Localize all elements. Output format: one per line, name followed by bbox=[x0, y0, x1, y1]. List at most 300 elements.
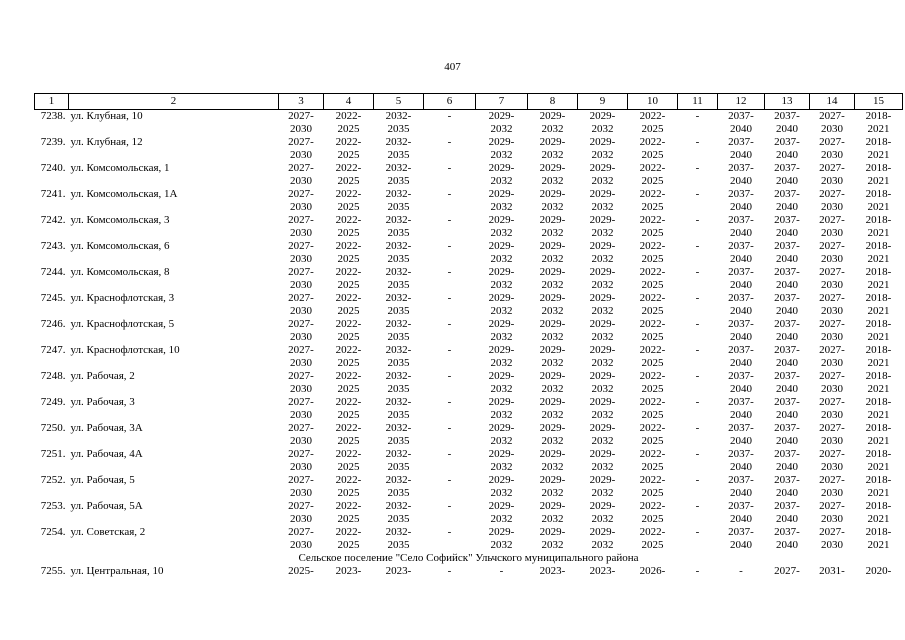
period-end-cell: 2032 bbox=[490, 487, 513, 499]
period-end-cell: 2021 bbox=[867, 149, 890, 161]
period-end-cell: 2030 bbox=[290, 253, 312, 265]
period-end-cell: 2040 bbox=[730, 461, 752, 473]
column-header-14: 14 bbox=[810, 94, 855, 110]
table-row bbox=[35, 188, 903, 201]
period-start-cell: 2029- bbox=[488, 162, 515, 174]
period-end-cell bbox=[678, 383, 718, 396]
period-start-cell: 2027- bbox=[819, 188, 845, 200]
period-start-cell: 2027- bbox=[288, 110, 314, 122]
period-start-cell: 2027- bbox=[288, 162, 314, 174]
row-number: 7246. bbox=[40, 318, 66, 330]
period-end-cell bbox=[424, 435, 476, 448]
period-start-cell: 2029- bbox=[539, 318, 566, 330]
period-start-cell: 2022- bbox=[639, 396, 666, 408]
period-end-cell: 2032 bbox=[591, 305, 614, 317]
period-end-cell: 2032 bbox=[490, 331, 513, 343]
period-end-cell bbox=[424, 409, 476, 422]
row-number: 7252. bbox=[40, 474, 66, 486]
address-cell: ул. Клубная, 12 bbox=[70, 136, 143, 148]
period-start-cell: 2018- bbox=[865, 110, 892, 122]
period-start-cell: 2022- bbox=[639, 214, 666, 226]
table-body bbox=[35, 110, 903, 579]
period-end-cell: 2040 bbox=[730, 123, 752, 135]
period-end-cell: 2030 bbox=[821, 357, 843, 369]
period-start-cell: 2029- bbox=[589, 344, 616, 356]
row-number: 7245. bbox=[40, 292, 66, 304]
row-number: 7247. bbox=[40, 344, 66, 356]
period-start-cell: - bbox=[695, 565, 700, 577]
period-start-cell: 2037- bbox=[728, 292, 754, 304]
period-start-cell: 2027- bbox=[819, 370, 845, 382]
row-number: 7251. bbox=[40, 448, 66, 460]
period-end-cell: 2030 bbox=[821, 409, 843, 421]
period-start-cell: - bbox=[447, 188, 452, 200]
period-start-cell: - bbox=[695, 110, 700, 122]
period-end-cell: 2030 bbox=[821, 513, 843, 525]
period-start-cell: 2029- bbox=[488, 370, 515, 382]
period-start-cell: 2031- bbox=[819, 565, 845, 577]
period-start-cell: 2018- bbox=[865, 136, 892, 148]
period-end-cell: 2040 bbox=[730, 201, 752, 213]
period-end-cell: 2040 bbox=[730, 279, 752, 291]
period-end-cell bbox=[678, 435, 718, 448]
column-header-2: 2 bbox=[69, 94, 279, 110]
period-start-cell: - bbox=[695, 448, 700, 460]
period-end-cell: 2032 bbox=[591, 253, 614, 265]
period-start-cell: 2029- bbox=[539, 396, 566, 408]
period-start-cell: 2037- bbox=[774, 136, 800, 148]
period-start-cell: 2027- bbox=[288, 266, 314, 278]
row-number: 7240. bbox=[40, 162, 66, 174]
period-end-cell: 2025 bbox=[641, 539, 664, 551]
period-end-cell: 2035 bbox=[387, 461, 410, 473]
period-start-cell: 2037- bbox=[728, 214, 754, 226]
period-end-cell bbox=[678, 461, 718, 474]
period-end-cell: 2025 bbox=[641, 383, 664, 395]
row-number: 7241. bbox=[40, 188, 66, 200]
period-end-cell: 2021 bbox=[867, 383, 890, 395]
period-end-cell: 2030 bbox=[290, 227, 312, 239]
address-cell: ул. Рабочая, 3А bbox=[70, 422, 143, 434]
period-start-cell: 2022- bbox=[639, 318, 666, 330]
period-start-cell: 2022- bbox=[639, 136, 666, 148]
period-start-cell: 2029- bbox=[488, 526, 515, 538]
period-end-cell: 2025 bbox=[337, 409, 360, 421]
period-start-cell: 2018- bbox=[865, 422, 892, 434]
period-start-cell: 2027- bbox=[288, 370, 314, 382]
period-start-cell: 2037- bbox=[728, 266, 754, 278]
period-start-cell: 2037- bbox=[728, 240, 754, 252]
period-start-cell: 2027- bbox=[288, 448, 314, 460]
period-end-cell: 2032 bbox=[591, 409, 614, 421]
period-end-cell: 2032 bbox=[591, 227, 614, 239]
period-start-cell: 2018- bbox=[865, 396, 892, 408]
period-start-cell: 2022- bbox=[639, 474, 666, 486]
period-end-cell: 2025 bbox=[641, 123, 664, 135]
period-start-cell: 2022- bbox=[335, 214, 362, 226]
period-start-cell: - bbox=[695, 292, 700, 304]
period-end-cell: 2021 bbox=[867, 123, 890, 135]
address-cell: ул. Рабочая, 2 bbox=[70, 370, 135, 382]
period-start-cell: 2032- bbox=[385, 526, 412, 538]
period-start-cell: - bbox=[695, 266, 700, 278]
period-end-cell: 2030 bbox=[821, 305, 843, 317]
period-end-cell: 2032 bbox=[591, 435, 614, 447]
period-end-cell: 2040 bbox=[776, 461, 798, 473]
period-start-cell: - bbox=[695, 370, 700, 382]
period-end-cell: 2040 bbox=[730, 487, 752, 499]
period-start-cell: 2022- bbox=[639, 162, 666, 174]
table-row bbox=[35, 370, 903, 383]
period-start-cell: 2029- bbox=[539, 266, 566, 278]
period-end-cell: 2025 bbox=[337, 279, 360, 291]
period-start-cell: 2037- bbox=[728, 396, 754, 408]
period-end-cell: 2032 bbox=[541, 487, 564, 499]
period-end-cell: 2025 bbox=[337, 357, 360, 369]
period-start-cell: 2032- bbox=[385, 162, 412, 174]
column-header-4: 4 bbox=[324, 94, 374, 110]
period-start-cell: 2029- bbox=[589, 474, 616, 486]
period-end-cell: 2021 bbox=[867, 201, 890, 213]
period-start-cell: - bbox=[695, 162, 700, 174]
period-start-cell: 2022- bbox=[639, 448, 666, 460]
column-header-3: 3 bbox=[279, 94, 324, 110]
period-start-cell: 2022- bbox=[639, 344, 666, 356]
period-end-cell: 2030 bbox=[290, 383, 312, 395]
period-end-cell: 2025 bbox=[641, 331, 664, 343]
period-start-cell: 2027- bbox=[819, 214, 845, 226]
period-start-cell: 2037- bbox=[774, 214, 800, 226]
period-end-cell: 2040 bbox=[730, 383, 752, 395]
period-end-cell: 2035 bbox=[387, 487, 410, 499]
period-start-cell: 2029- bbox=[539, 240, 566, 252]
period-start-cell: 2022- bbox=[335, 526, 362, 538]
period-start-cell: 2022- bbox=[335, 500, 362, 512]
period-start-cell: 2018- bbox=[865, 214, 892, 226]
period-end-cell: 2030 bbox=[821, 435, 843, 447]
period-end-cell: 2032 bbox=[490, 227, 513, 239]
column-header-8: 8 bbox=[528, 94, 578, 110]
period-start-cell: 2029- bbox=[589, 136, 616, 148]
period-end-cell: 2030 bbox=[290, 539, 312, 551]
period-start-cell: 2022- bbox=[639, 370, 666, 382]
period-end-cell bbox=[678, 149, 718, 162]
period-end-cell: 2040 bbox=[730, 435, 752, 447]
period-end-cell: 2030 bbox=[290, 331, 312, 343]
period-start-cell: - bbox=[447, 110, 452, 122]
period-end-cell: 2040 bbox=[776, 383, 798, 395]
table-row bbox=[35, 318, 903, 331]
period-end-cell: 2030 bbox=[821, 487, 843, 499]
period-start-cell: 2037- bbox=[728, 318, 754, 330]
row-number: 7243. bbox=[40, 240, 66, 252]
table-row bbox=[35, 500, 903, 513]
period-end-cell: 2032 bbox=[541, 253, 564, 265]
period-end-cell: 2032 bbox=[591, 461, 614, 473]
address-cell: ул. Комсомольская, 1 bbox=[70, 162, 170, 174]
address-cell: ул. Комсомольская, 1А bbox=[70, 188, 178, 200]
period-end-cell: 2040 bbox=[776, 253, 798, 265]
column-header-11: 11 bbox=[678, 94, 718, 110]
period-end-cell: 2032 bbox=[490, 201, 513, 213]
period-end-cell: 2032 bbox=[541, 305, 564, 317]
period-start-cell: 2029- bbox=[589, 422, 616, 434]
period-end-cell: 2021 bbox=[867, 175, 890, 187]
period-end-cell: 2021 bbox=[867, 409, 890, 421]
period-end-cell: 2040 bbox=[776, 305, 798, 317]
period-start-cell: - bbox=[695, 396, 700, 408]
period-start-cell: 2029- bbox=[539, 188, 566, 200]
period-start-cell: 2022- bbox=[639, 240, 666, 252]
period-start-cell: 2022- bbox=[639, 500, 666, 512]
period-end-cell: 2030 bbox=[821, 539, 843, 551]
period-end-cell bbox=[424, 539, 476, 552]
period-start-cell: 2029- bbox=[488, 500, 515, 512]
period-end-cell: 2025 bbox=[641, 305, 664, 317]
period-start-cell: 2037- bbox=[774, 188, 800, 200]
period-end-cell: 2032 bbox=[490, 409, 513, 421]
period-end-cell: 2030 bbox=[290, 357, 312, 369]
period-start-cell: 2018- bbox=[865, 474, 892, 486]
period-end-cell: 2021 bbox=[867, 461, 890, 473]
period-end-cell bbox=[424, 383, 476, 396]
period-end-cell bbox=[678, 357, 718, 370]
period-end-cell: 2040 bbox=[776, 149, 798, 161]
period-start-cell: 2022- bbox=[335, 292, 362, 304]
period-end-cell: 2032 bbox=[591, 331, 614, 343]
table-row bbox=[35, 110, 903, 124]
period-end-cell: 2025 bbox=[337, 227, 360, 239]
period-start-cell: 2037- bbox=[774, 396, 800, 408]
address-cell: ул. Комсомольская, 6 bbox=[70, 240, 170, 252]
table-row bbox=[35, 240, 903, 253]
period-start-cell: 2037- bbox=[728, 344, 754, 356]
period-end-cell: 2030 bbox=[290, 487, 312, 499]
period-start-cell: 2037- bbox=[774, 318, 800, 330]
period-end-cell: 2030 bbox=[821, 331, 843, 343]
period-start-cell: 2037- bbox=[774, 162, 800, 174]
address-cell: ул. Рабочая, 3 bbox=[70, 396, 135, 408]
period-end-cell: 2032 bbox=[490, 539, 513, 551]
address-cell: ул. Рабочая, 5А bbox=[70, 500, 143, 512]
period-start-cell: 2020- bbox=[865, 565, 892, 577]
period-end-cell: 2032 bbox=[591, 149, 614, 161]
period-end-cell: 2025 bbox=[337, 435, 360, 447]
period-end-cell: 2032 bbox=[490, 435, 513, 447]
period-end-cell: 2040 bbox=[776, 279, 798, 291]
period-end-cell bbox=[678, 201, 718, 214]
period-end-cell: 2021 bbox=[867, 487, 890, 499]
row-number: 7254. bbox=[40, 526, 66, 538]
period-start-cell: 2032- bbox=[385, 318, 412, 330]
period-start-cell: 2022- bbox=[335, 266, 362, 278]
period-start-cell: 2022- bbox=[335, 318, 362, 330]
period-end-cell: 2040 bbox=[776, 123, 798, 135]
period-start-cell: 2029- bbox=[488, 136, 515, 148]
period-start-cell: 2029- bbox=[539, 162, 566, 174]
period-start-cell: 2029- bbox=[488, 448, 515, 460]
period-start-cell: - bbox=[447, 448, 452, 460]
period-end-cell: 2030 bbox=[290, 175, 312, 187]
period-start-cell: 2029- bbox=[589, 188, 616, 200]
period-end-cell bbox=[678, 539, 718, 552]
period-end-cell: 2040 bbox=[776, 201, 798, 213]
period-end-cell: 2021 bbox=[867, 331, 890, 343]
table-row bbox=[35, 266, 903, 279]
period-end-cell: 2035 bbox=[387, 305, 410, 317]
address-cell: ул. Центральная, 10 bbox=[70, 565, 164, 577]
row-number: 7249. bbox=[40, 396, 66, 408]
period-end-cell: 2035 bbox=[387, 513, 410, 525]
period-end-cell bbox=[424, 461, 476, 474]
row-number: 7255. bbox=[40, 565, 66, 577]
period-start-cell: 2027- bbox=[819, 110, 845, 122]
period-end-cell: 2032 bbox=[591, 383, 614, 395]
period-end-cell: 2030 bbox=[821, 383, 843, 395]
period-end-cell: 2021 bbox=[867, 305, 890, 317]
period-start-cell: 2029- bbox=[539, 136, 566, 148]
period-start-cell: 2029- bbox=[589, 318, 616, 330]
period-end-cell: 2032 bbox=[490, 253, 513, 265]
header-row bbox=[35, 94, 903, 110]
period-start-cell: 2027- bbox=[288, 318, 314, 330]
period-start-cell: - bbox=[447, 318, 452, 330]
period-start-cell: 2022- bbox=[335, 162, 362, 174]
period-end-cell: 2040 bbox=[730, 331, 752, 343]
period-start-cell: - bbox=[447, 422, 452, 434]
period-end-cell: 2040 bbox=[730, 539, 752, 551]
period-start-cell: 2027- bbox=[819, 318, 845, 330]
period-end-cell: 2040 bbox=[730, 227, 752, 239]
row-number: 7244. bbox=[40, 266, 66, 278]
period-start-cell: 2022- bbox=[639, 526, 666, 538]
period-end-cell: 2032 bbox=[541, 123, 564, 135]
table-row bbox=[35, 162, 903, 175]
period-end-cell: 2025 bbox=[337, 331, 360, 343]
period-start-cell: 2029- bbox=[539, 474, 566, 486]
period-start-cell: 2029- bbox=[589, 162, 616, 174]
period-start-cell: 2027- bbox=[288, 474, 314, 486]
period-end-cell: 2025 bbox=[641, 409, 664, 421]
period-end-cell: 2025 bbox=[641, 253, 664, 265]
period-end-cell: 2032 bbox=[541, 409, 564, 421]
period-start-cell: 2027- bbox=[819, 422, 845, 434]
period-end-cell: 2021 bbox=[867, 279, 890, 291]
period-start-cell: 2029- bbox=[589, 110, 616, 122]
period-end-cell: 2030 bbox=[821, 201, 843, 213]
period-end-cell bbox=[424, 279, 476, 292]
period-end-cell: 2035 bbox=[387, 357, 410, 369]
table-row bbox=[35, 396, 903, 409]
period-start-cell: - bbox=[499, 565, 504, 577]
period-end-cell bbox=[424, 253, 476, 266]
period-end-cell: 2032 bbox=[541, 435, 564, 447]
period-start-cell: 2018- bbox=[865, 240, 892, 252]
period-start-cell: - bbox=[695, 422, 700, 434]
period-start-cell: 2037- bbox=[728, 526, 754, 538]
period-end-cell: 2025 bbox=[337, 513, 360, 525]
period-start-cell: 2027- bbox=[288, 292, 314, 304]
period-start-cell: - bbox=[695, 500, 700, 512]
address-cell: ул. Краснофлотская, 3 bbox=[70, 292, 175, 304]
period-end-cell bbox=[678, 331, 718, 344]
period-start-cell: 2027- bbox=[819, 474, 845, 486]
period-end-cell bbox=[678, 175, 718, 188]
period-end-cell: 2035 bbox=[387, 201, 410, 213]
period-end-cell: 2032 bbox=[591, 201, 614, 213]
period-start-cell: 2029- bbox=[589, 240, 616, 252]
period-start-cell: 2032- bbox=[385, 396, 412, 408]
period-start-cell: 2032- bbox=[385, 448, 412, 460]
period-end-cell: 2025 bbox=[337, 253, 360, 265]
period-end-cell: 2032 bbox=[541, 513, 564, 525]
period-start-cell: 2023- bbox=[385, 565, 412, 577]
column-header-1: 1 bbox=[35, 94, 69, 110]
period-end-cell bbox=[678, 279, 718, 292]
period-end-cell: 2025 bbox=[641, 513, 664, 525]
period-start-cell: 2018- bbox=[865, 318, 892, 330]
period-end-cell: 2025 bbox=[337, 461, 360, 473]
period-end-cell: 2035 bbox=[387, 409, 410, 421]
period-end-cell: 2030 bbox=[290, 409, 312, 421]
period-start-cell: 2032- bbox=[385, 266, 412, 278]
period-start-cell: 2018- bbox=[865, 162, 892, 174]
period-end-cell: 2025 bbox=[337, 201, 360, 213]
period-start-cell: 2029- bbox=[488, 344, 515, 356]
table-row bbox=[35, 214, 903, 227]
period-start-cell: - bbox=[447, 162, 452, 174]
period-end-cell bbox=[678, 123, 718, 136]
period-end-cell: 2025 bbox=[641, 149, 664, 161]
period-start-cell: - bbox=[695, 526, 700, 538]
period-end-cell bbox=[424, 201, 476, 214]
period-start-cell: 2037- bbox=[774, 266, 800, 278]
period-start-cell: 2032- bbox=[385, 110, 412, 122]
period-end-cell: 2032 bbox=[591, 123, 614, 135]
period-start-cell: 2037- bbox=[774, 110, 800, 122]
period-end-cell bbox=[678, 253, 718, 266]
address-cell: ул. Комсомольская, 3 bbox=[70, 214, 170, 226]
period-end-cell: 2021 bbox=[867, 513, 890, 525]
period-start-cell: 2037- bbox=[728, 136, 754, 148]
period-start-cell: 2018- bbox=[865, 500, 892, 512]
table-row bbox=[35, 344, 903, 357]
period-start-cell: 2029- bbox=[539, 214, 566, 226]
period-end-cell: 2040 bbox=[776, 227, 798, 239]
period-start-cell: - bbox=[695, 240, 700, 252]
period-start-cell: - bbox=[695, 344, 700, 356]
period-start-cell: 2037- bbox=[774, 422, 800, 434]
period-end-cell: 2035 bbox=[387, 253, 410, 265]
period-end-cell: 2040 bbox=[776, 357, 798, 369]
period-start-cell: 2018- bbox=[865, 292, 892, 304]
period-end-cell: 2040 bbox=[776, 435, 798, 447]
period-start-cell: 2037- bbox=[728, 448, 754, 460]
period-start-cell: 2027- bbox=[819, 240, 845, 252]
period-start-cell: 2029- bbox=[488, 292, 515, 304]
period-start-cell: 2023- bbox=[539, 565, 566, 577]
period-start-cell: 2037- bbox=[728, 370, 754, 382]
period-end-cell: 2032 bbox=[591, 513, 614, 525]
period-start-cell: 2032- bbox=[385, 292, 412, 304]
period-start-cell: 2029- bbox=[539, 448, 566, 460]
period-start-cell: 2037- bbox=[774, 526, 800, 538]
period-end-cell: 2021 bbox=[867, 435, 890, 447]
period-start-cell: - bbox=[447, 292, 452, 304]
period-end-cell: 2025 bbox=[641, 175, 664, 187]
period-end-cell: 2035 bbox=[387, 331, 410, 343]
period-start-cell: 2023- bbox=[589, 565, 616, 577]
